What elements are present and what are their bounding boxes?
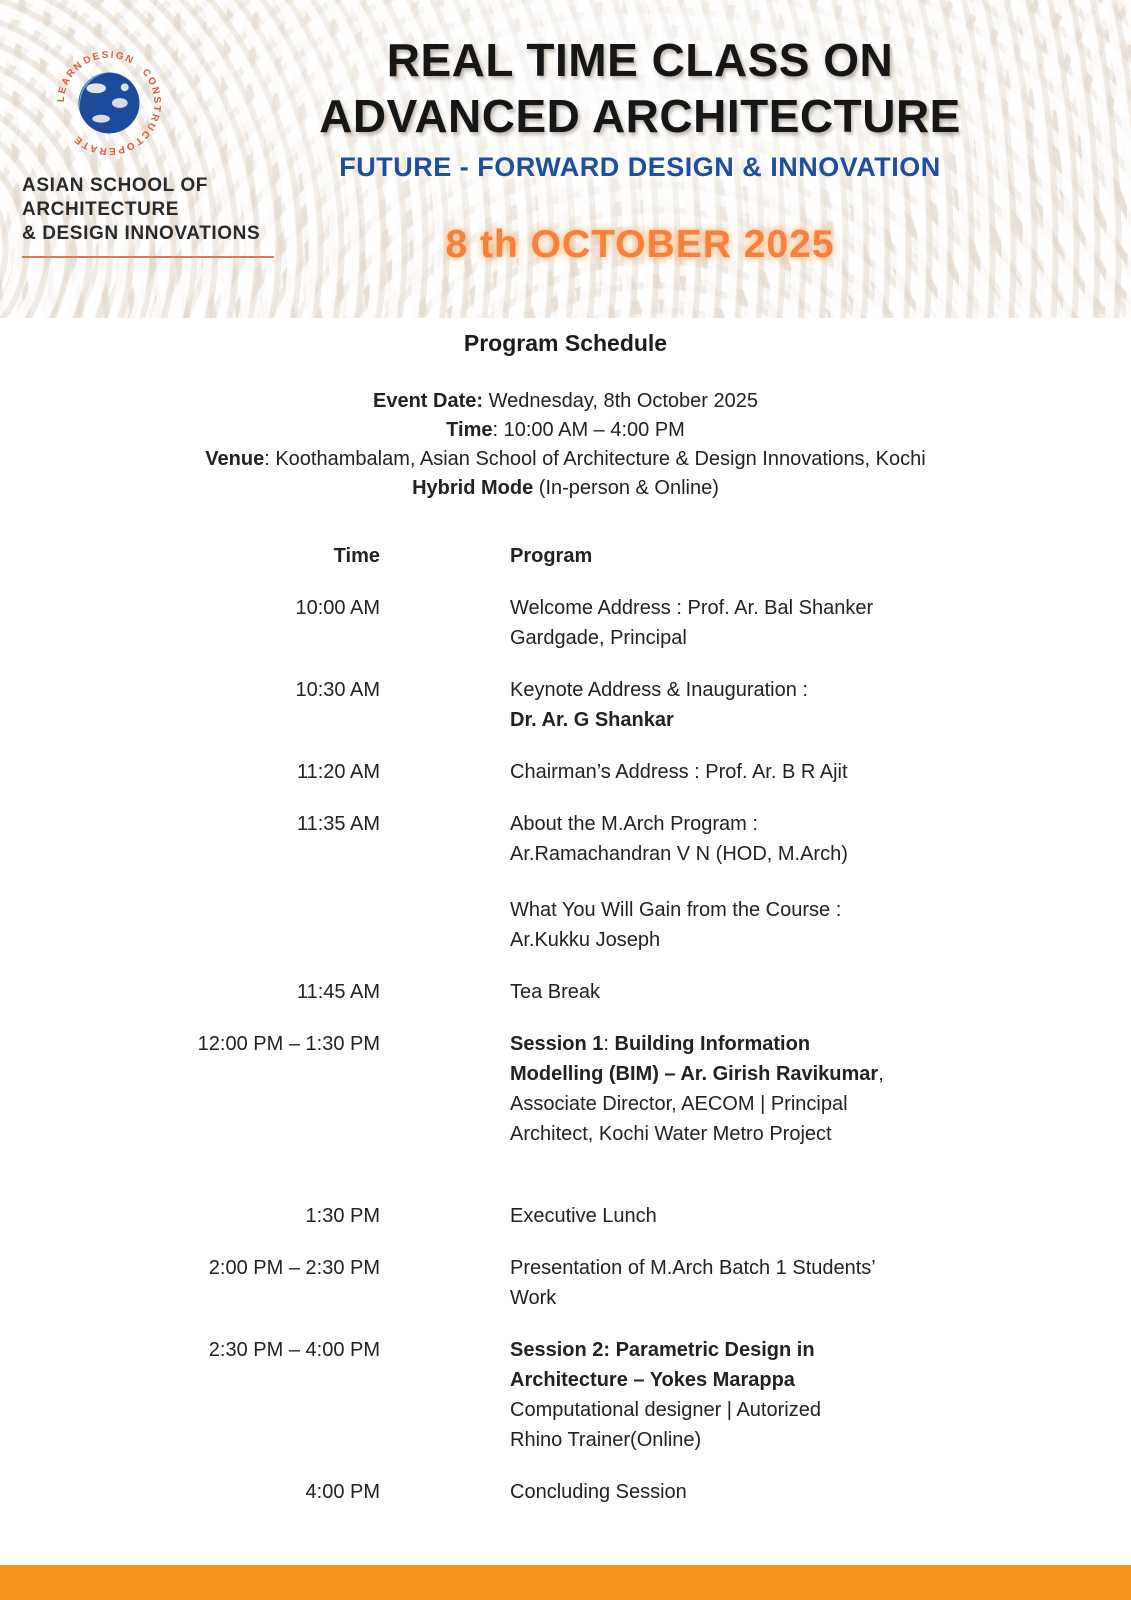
event-time-value: : 10:00 AM – 4:00 PM [492,419,685,441]
event-mode-line [0,474,1131,503]
logo-block [22,44,312,258]
row-time: 11:20 AM [296,761,380,783]
school-name-line: ARCHITECTURE [22,199,180,220]
ring-word-operate: OPERATE [71,132,137,157]
globe-circle [79,73,140,134]
row-program [510,809,990,955]
program-text: Ar.Ramachandran V N (HOD, M.Arch) [510,843,848,865]
session-title: Architecture – Yokes Marappa [510,1369,795,1391]
poster-title [300,32,980,144]
program-text: What You Will Gain from the Course : [510,899,842,921]
program-text: , [878,1063,884,1085]
speaker-name: Dr. Ar. G Shankar [510,709,674,731]
event-time-label: Time [446,419,493,441]
program-text: : [603,1033,615,1055]
row-program [510,1335,990,1455]
logo-underline [22,256,274,258]
event-date-line [0,387,1131,416]
row-time: 11:45 AM [296,981,380,1003]
event-date: 8 th OCTOBER 2025 [445,223,835,266]
row-program [510,977,990,1007]
row-program [510,1253,990,1313]
table-row [0,1477,1131,1507]
school-logo-icon [50,44,168,162]
table-row [0,1029,1131,1149]
program-text: Welcome Address : Prof. Ar. Bal Shanker [510,597,874,619]
program-text: Concluding Session [510,1481,687,1503]
school-name-line: ASIAN SCHOOL OF [22,175,208,196]
title-line-2: ADVANCED ARCHITECTURE [319,90,961,142]
event-venue-value: : Koothambalam, Asian School of Architecture & Design Innovations, Kochi [264,448,926,470]
table-row [0,757,1131,787]
row-program [510,675,990,735]
program-column-header: Program [510,545,593,567]
program-text: Architect, Kochi Water Metro Project [510,1123,832,1145]
row-time: 10:00 AM [295,597,380,619]
program-text: Gardgade, Principal [510,627,687,649]
program-text: Keynote Address & Inauguration : [510,679,808,701]
program-text: Rhino Trainer(Online) [510,1429,702,1451]
row-time: 11:35 AM [296,813,380,835]
row-time: 12:00 PM – 1:30 PM [197,1033,380,1055]
program-text: Ar.Kukku Joseph [510,929,661,951]
header-banner [0,0,1131,318]
subtitle: FUTURE - FORWARD DESIGN & INNOVATION [339,152,941,182]
row-program [510,757,990,787]
table-row [0,593,1131,653]
program-text: Executive Lunch [510,1205,657,1227]
row-time: 1:30 PM [305,1205,380,1227]
table-header-row [0,541,1131,571]
session-title: Session 2: Parametric Design in [510,1339,815,1361]
row-program [510,1201,990,1231]
session-label: Session 1 [510,1033,604,1055]
table-row [0,1335,1131,1455]
event-date-value: Wednesday, 8th October 2025 [488,390,759,412]
program-text: Computational designer | Autorized [510,1399,821,1421]
table-row [0,809,1131,955]
time-column-header: Time [333,545,380,567]
table-row [0,675,1131,735]
row-program [510,1029,990,1149]
program-text: About the M.Arch Program : [510,813,758,835]
svg-text:OPERATE [71,132,136,156]
event-date-label: Event Date: [372,390,484,412]
title-line-1: REAL TIME CLASS ON [386,34,894,86]
ring-word-construct: CONSTRUCT [131,66,163,148]
program-text: Presentation of M.Arch Batch 1 Students’ [510,1257,876,1279]
schedule-table [0,541,1131,1507]
event-venue-label: Venue [205,448,265,470]
row-program [510,593,990,653]
program-text: Tea Break [510,981,601,1003]
program-text: Chairman’s Address : Prof. Ar. B R Ajit [510,761,848,783]
table-row [0,1201,1131,1231]
event-venue-line [0,445,1131,474]
row-time: 2:30 PM – 4:00 PM [208,1339,380,1361]
school-name-line: & DESIGN INNOVATIONS [22,223,261,244]
session-title: Modelling (BIM) – Ar. Girish Ravikumar [510,1063,879,1085]
event-mode-label: Hybrid Mode [412,477,534,499]
row-time: 10:30 AM [295,679,380,701]
ring-word-design: DESIGN [81,49,137,67]
session-title: Building Information [614,1033,811,1055]
header-titles [300,0,980,267]
table-row [0,1253,1131,1313]
table-row [0,977,1131,1007]
event-mode-value: (In-person & Online) [538,477,719,499]
row-time: 4:00 PM [305,1481,380,1503]
school-name [22,174,312,246]
event-time-line [0,416,1131,445]
row-program [510,1477,990,1507]
program-text: Associate Director, AECOM | Principal [510,1093,848,1115]
event-info [0,387,1131,503]
ring-word-learn: LEARN [55,58,86,103]
schedule-heading: Program Schedule [463,330,668,356]
program-text: Work [510,1287,557,1309]
footer-bar [0,1565,1131,1600]
row-time: 2:00 PM – 2:30 PM [208,1257,380,1279]
svg-text:DESIGN [82,50,136,67]
